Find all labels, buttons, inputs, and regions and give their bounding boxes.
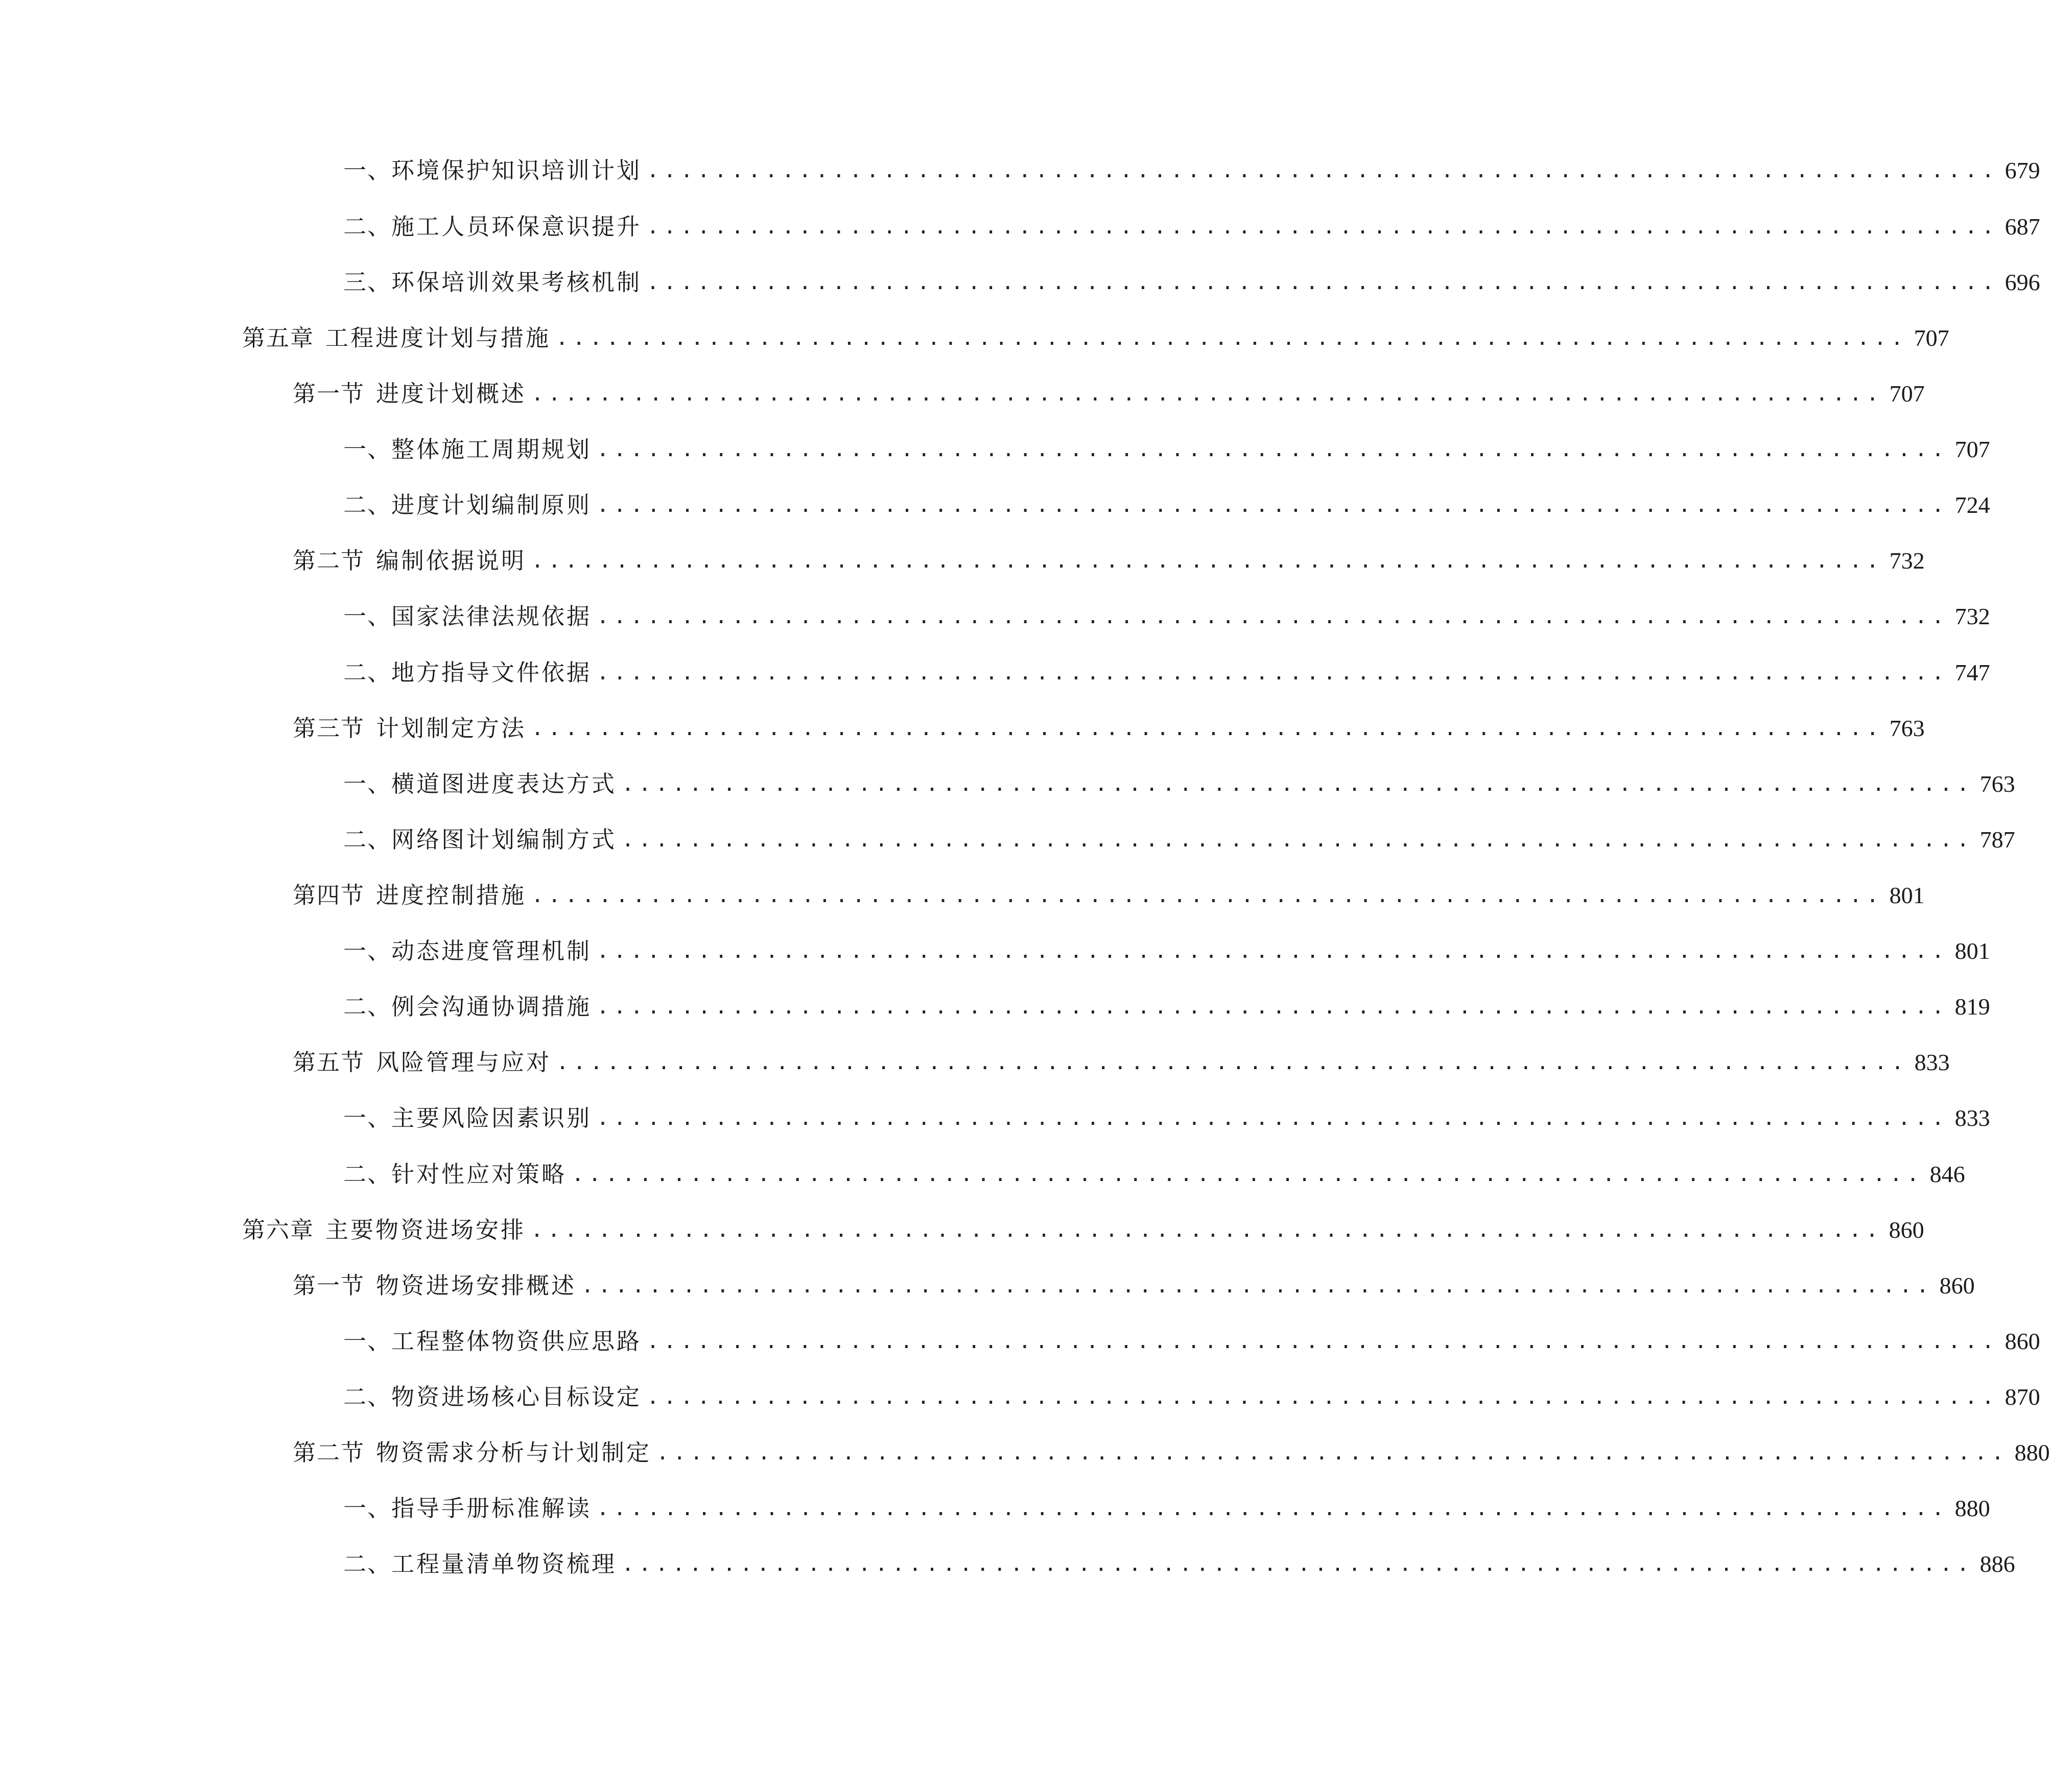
- toc-entry-page: 724: [1954, 492, 1990, 518]
- toc-entry-page: 801: [1954, 938, 1990, 964]
- toc-entry-page: 763: [1980, 771, 2015, 797]
- toc-entry-number: 二、: [343, 213, 392, 240]
- toc-entry-number: 第一节: [293, 1272, 365, 1299]
- toc-entry-page: 707: [1889, 381, 1925, 407]
- toc-entry-number: 一、: [343, 770, 392, 797]
- toc-entry-title: 国家法律法规依据: [391, 603, 592, 630]
- toc-entry[interactable]: [0, 1541, 2015, 1587]
- toc-entry-number: 第三节: [293, 715, 365, 742]
- dot-leader: ................................................................................: [597, 661, 1949, 685]
- toc-entry-page: 696: [2005, 269, 2040, 295]
- toc-entry-title: 施工人员环保意识提升: [391, 213, 642, 240]
- toc-entry-title: 环保培训效果考核机制: [391, 269, 642, 296]
- toc-entry-number: 第六章: [242, 1216, 315, 1243]
- dot-leader: ................................................................................: [647, 271, 1999, 294]
- dot-leader: ................................................................................: [597, 438, 1949, 461]
- toc-entry-title: 进度控制措施: [376, 882, 527, 909]
- toc-entry[interactable]: [0, 1040, 1950, 1086]
- toc-entry-title: 风险管理与应对: [376, 1049, 552, 1076]
- dot-leader: ................................................................................: [531, 717, 1883, 740]
- dot-leader: ................................................................................: [531, 884, 1883, 907]
- dot-leader: ................................................................................: [656, 1441, 2009, 1465]
- toc-entry-title: 整体施工周期规划: [391, 436, 592, 463]
- toc-entry-number: 第四节: [293, 882, 365, 909]
- toc-entry-page: 732: [1889, 548, 1925, 574]
- dot-leader: ................................................................................: [556, 326, 1908, 350]
- dot-leader: ................................................................................: [647, 215, 1999, 239]
- toc-entry-title: 横道图进度表达方式: [391, 770, 617, 797]
- toc-entry[interactable]: [0, 1207, 1924, 1253]
- dot-leader: ................................................................................: [597, 995, 1949, 1019]
- toc-entry-title: 主要物资进场安排: [325, 1216, 526, 1243]
- dot-leader: ................................................................................: [647, 1330, 1999, 1353]
- toc-entry[interactable]: [0, 427, 1990, 473]
- toc-entry-number: 一、: [343, 1328, 392, 1355]
- toc-entry-page: 679: [2005, 157, 2040, 183]
- toc-entry-number: 二、: [343, 1383, 392, 1410]
- toc-entry-title: 针对性应对策略: [391, 1161, 567, 1188]
- toc-entry-title: 动态进度管理机制: [391, 937, 592, 964]
- toc-entry[interactable]: [0, 260, 2040, 305]
- toc-entry-number: 一、: [343, 1495, 392, 1522]
- toc-entry-page: 846: [1929, 1161, 1965, 1187]
- dot-leader: ................................................................................: [597, 605, 1949, 628]
- toc-entry-page: 870: [2005, 1384, 2040, 1410]
- toc-entry-title: 进度计划编制原则: [391, 491, 592, 518]
- toc-entry-page: 732: [1954, 603, 1990, 629]
- toc-entry-page: 833: [1954, 1105, 1990, 1131]
- toc-entry-number: 二、: [343, 1550, 392, 1577]
- dot-leader: ................................................................................: [622, 1552, 1974, 1576]
- toc-entry-title: 物资进场安排概述: [376, 1272, 577, 1299]
- toc-entry-number: 一、: [343, 603, 392, 630]
- toc-entry-page: 880: [2014, 1440, 2050, 1466]
- toc-entry-title: 网络图计划编制方式: [391, 826, 617, 853]
- toc-entry[interactable]: [0, 984, 1990, 1030]
- toc-entry[interactable]: [0, 1374, 2040, 1420]
- toc-entry-title: 地方指导文件依据: [391, 659, 592, 686]
- toc-entry[interactable]: [0, 371, 1925, 417]
- dot-leader: ................................................................................: [597, 493, 1949, 517]
- toc-entry[interactable]: [0, 538, 1925, 584]
- toc-entry[interactable]: [0, 817, 2015, 863]
- toc-entry-number: 第五节: [293, 1049, 365, 1076]
- dot-leader: ................................................................................: [572, 1163, 1924, 1186]
- toc-entry-page: 860: [1889, 1217, 1924, 1243]
- toc-entry-number: 三、: [343, 269, 392, 296]
- toc-entry[interactable]: [0, 1486, 1990, 1531]
- dot-leader: ................................................................................: [647, 1385, 1999, 1409]
- dot-leader: ................................................................................: [556, 1051, 1908, 1074]
- toc-entry-page: 707: [1914, 325, 1949, 351]
- toc-entry-title: 主要风险因素识别: [391, 1104, 592, 1131]
- toc-entry-number: 一、: [343, 1104, 392, 1131]
- toc-entry[interactable]: [0, 594, 1990, 640]
- toc-entry-page: 860: [2005, 1328, 2040, 1354]
- toc-entry-page: 787: [1980, 827, 2015, 853]
- dot-leader: ................................................................................: [622, 828, 1974, 852]
- toc-entry[interactable]: [0, 1318, 2040, 1364]
- toc-entry-page: 880: [1954, 1495, 1990, 1521]
- toc-entry-title: 进度计划概述: [376, 380, 527, 407]
- toc-entry-title: 物资进场核心目标设定: [391, 1383, 642, 1410]
- toc-entry-number: 二、: [343, 659, 392, 686]
- toc-entry[interactable]: [0, 1095, 1990, 1141]
- toc-entry[interactable]: [0, 315, 1949, 361]
- toc-entry-title: 工程进度计划与措施: [325, 324, 551, 351]
- toc-entry-title: 工程量清单物资梳理: [391, 1550, 617, 1577]
- toc-entry-number: 二、: [343, 826, 392, 853]
- toc-entry-page: 687: [2005, 214, 2040, 240]
- toc-entry-number: 二、: [343, 1161, 392, 1188]
- toc-entry-title: 编制依据说明: [376, 547, 527, 574]
- toc-entry-number: 第一节: [293, 380, 365, 407]
- toc-entry[interactable]: [0, 873, 1925, 918]
- toc-entry-number: 一、: [343, 157, 392, 184]
- toc-entry[interactable]: [0, 1263, 1975, 1309]
- toc-entry-page: 886: [1980, 1551, 2015, 1577]
- dot-leader: ................................................................................: [597, 939, 1949, 963]
- dot-leader: ................................................................................: [597, 1497, 1949, 1520]
- toc-entry[interactable]: [0, 204, 2040, 250]
- toc-entry-number: 第二节: [293, 1439, 365, 1466]
- toc-entry[interactable]: [0, 928, 1990, 974]
- toc-entry[interactable]: [0, 705, 1925, 751]
- dot-leader: ................................................................................: [531, 1218, 1883, 1242]
- dot-leader: ................................................................................: [622, 772, 1974, 796]
- toc-entry-page: 763: [1889, 715, 1925, 741]
- toc-entry[interactable]: [0, 482, 1990, 528]
- dot-leader: ................................................................................: [531, 549, 1883, 573]
- toc-entry-title: 环境保护知识培训计划: [391, 157, 642, 184]
- toc-entry-number: 二、: [343, 993, 392, 1020]
- dot-leader: ................................................................................: [581, 1274, 1934, 1298]
- toc-entry-number: 第二节: [293, 547, 365, 574]
- toc-entry-title: 计划制定方法: [376, 715, 527, 742]
- toc-entry-page: 707: [1954, 436, 1990, 462]
- toc-entry-page: 819: [1954, 994, 1990, 1020]
- toc-entry-title: 物资需求分析与计划制定: [376, 1439, 652, 1466]
- dot-leader: ................................................................................: [597, 1106, 1949, 1130]
- dot-leader: ................................................................................: [531, 382, 1883, 406]
- toc-entry-title: 工程整体物资供应思路: [391, 1328, 642, 1355]
- toc-entry-number: 一、: [343, 436, 392, 463]
- toc-entry[interactable]: [0, 650, 1990, 696]
- toc-entry-page: 747: [1954, 659, 1990, 686]
- toc-entry-number: 二、: [343, 491, 392, 518]
- toc-entry-page: 801: [1889, 882, 1925, 908]
- toc-entry-title: 例会沟通协调措施: [391, 993, 592, 1020]
- toc-entry-number: 一、: [343, 937, 392, 964]
- toc-entry-page: 860: [1939, 1272, 1975, 1299]
- toc-entry[interactable]: [0, 761, 2015, 807]
- toc-entry[interactable]: [0, 1151, 1965, 1197]
- toc-entry-page: 833: [1914, 1049, 1950, 1075]
- toc-entry-title: 指导手册标准解读: [391, 1495, 592, 1522]
- dot-leader: ................................................................................: [647, 159, 1999, 182]
- toc-entry-number: 第五章: [242, 324, 315, 351]
- toc-entry[interactable]: [0, 148, 2040, 194]
- toc-entry[interactable]: [0, 1430, 2050, 1476]
